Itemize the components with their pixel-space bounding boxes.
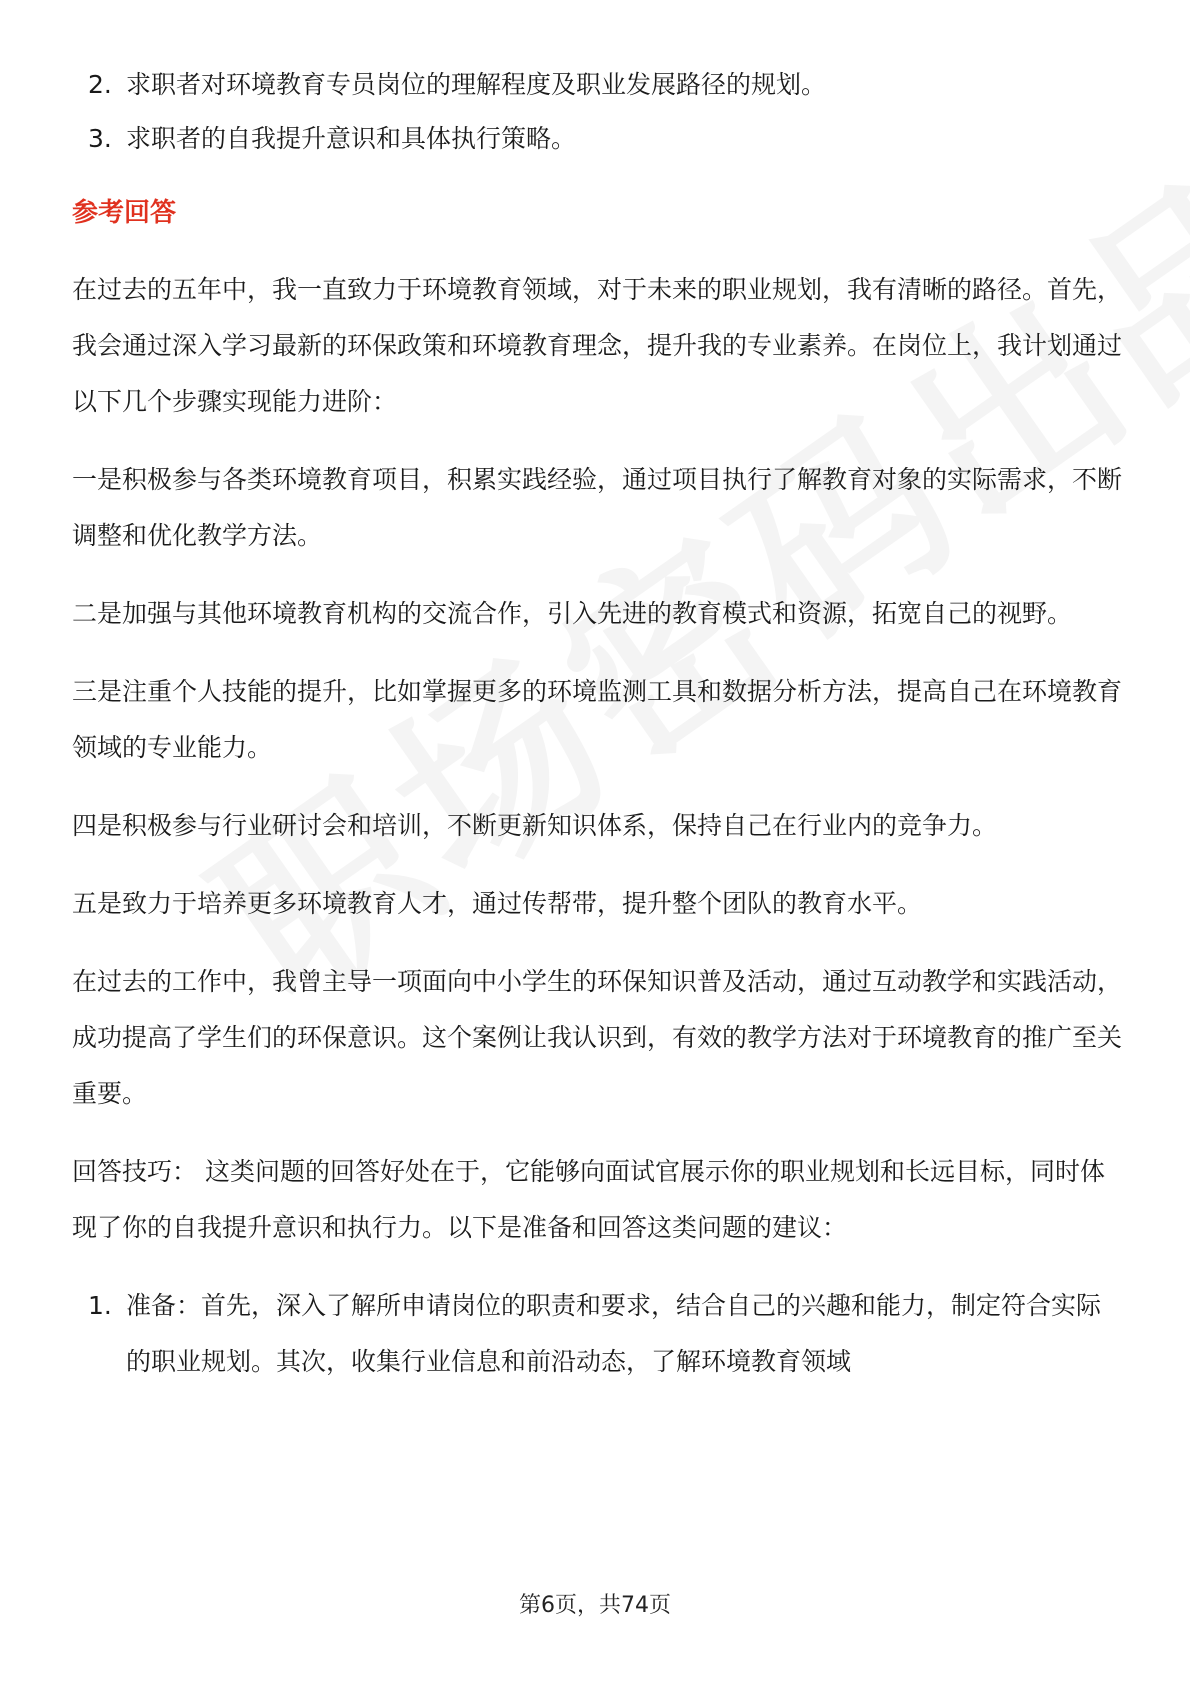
list-text: 求职者的自我提升意识和具体执行策略。: [126, 124, 577, 153]
intro-list: [72, 58, 1122, 166]
paragraph: 回答技巧： 这类问题的回答好处在于，它能够向面试官展示你的职业规划和长远目标，同时体现了你的自我提升意识和执行力。以下是准备和回答这类问题的建议：: [72, 1157, 1105, 1242]
list-item: [72, 1278, 1122, 1390]
tips-list: [72, 1278, 1122, 1390]
list-text: 求职者对环境教育专员岗位的理解程度及职业发展路径的规划。: [126, 70, 827, 99]
list-text: 准备：首先，深入了解所申请岗位的职责和要求，结合自己的兴趣和能力，制定符合实际的职业规划。其次，收集行业信息和前沿动态，了解环境教育领域: [126, 1291, 1102, 1376]
paragraph: 在过去的五年中，我一直致力于环境教育领域，对于未来的职业规划，我有清晰的路径。首先，我会通过深入学习最新的环保政策和环境教育理念，提升我的专业素养。在岗位上，我计划通过以下几个步骤实现能力进阶：: [72, 275, 1123, 416]
content: [72, 58, 1122, 1390]
list-number: 2.: [88, 70, 112, 99]
paragraph: 二是加强与其他环境教育机构的交流合作，引入先进的教育模式和资源，拓宽自己的视野。: [72, 599, 1073, 628]
paragraph: 在过去的工作中，我曾主导一项面向中小学生的环保知识普及活动，通过互动教学和实践活动，成功提高了学生们的环保意识。这个案例让我认识到，有效的教学方法对于环境教育的推广至关重要。: [72, 967, 1123, 1108]
paragraph: 四是积极参与行业研讨会和培训，不断更新知识体系，保持自己在行业内的竞争力。: [72, 811, 998, 840]
paragraph: 一是积极参与各类环境教育项目，积累实践经验，通过项目执行了解教育对象的实际需求，不断调整和优化教学方法。: [72, 465, 1123, 550]
list-number: 1.: [88, 1291, 112, 1320]
paragraph: 五是致力于培养更多环境教育人才，通过传帮带，提升整个团队的教育水平。: [72, 889, 923, 918]
list-item: [72, 112, 1122, 166]
paragraph: 三是注重个人技能的提升，比如掌握更多的环境监测工具和数据分析方法，提高自己在环境教育领域的专业能力。: [72, 677, 1123, 762]
section-heading: 参考回答: [72, 198, 177, 228]
page-footer: 第6页，共74页: [519, 1593, 671, 1618]
list-number: 3.: [88, 124, 112, 153]
list-item: [72, 58, 1122, 112]
